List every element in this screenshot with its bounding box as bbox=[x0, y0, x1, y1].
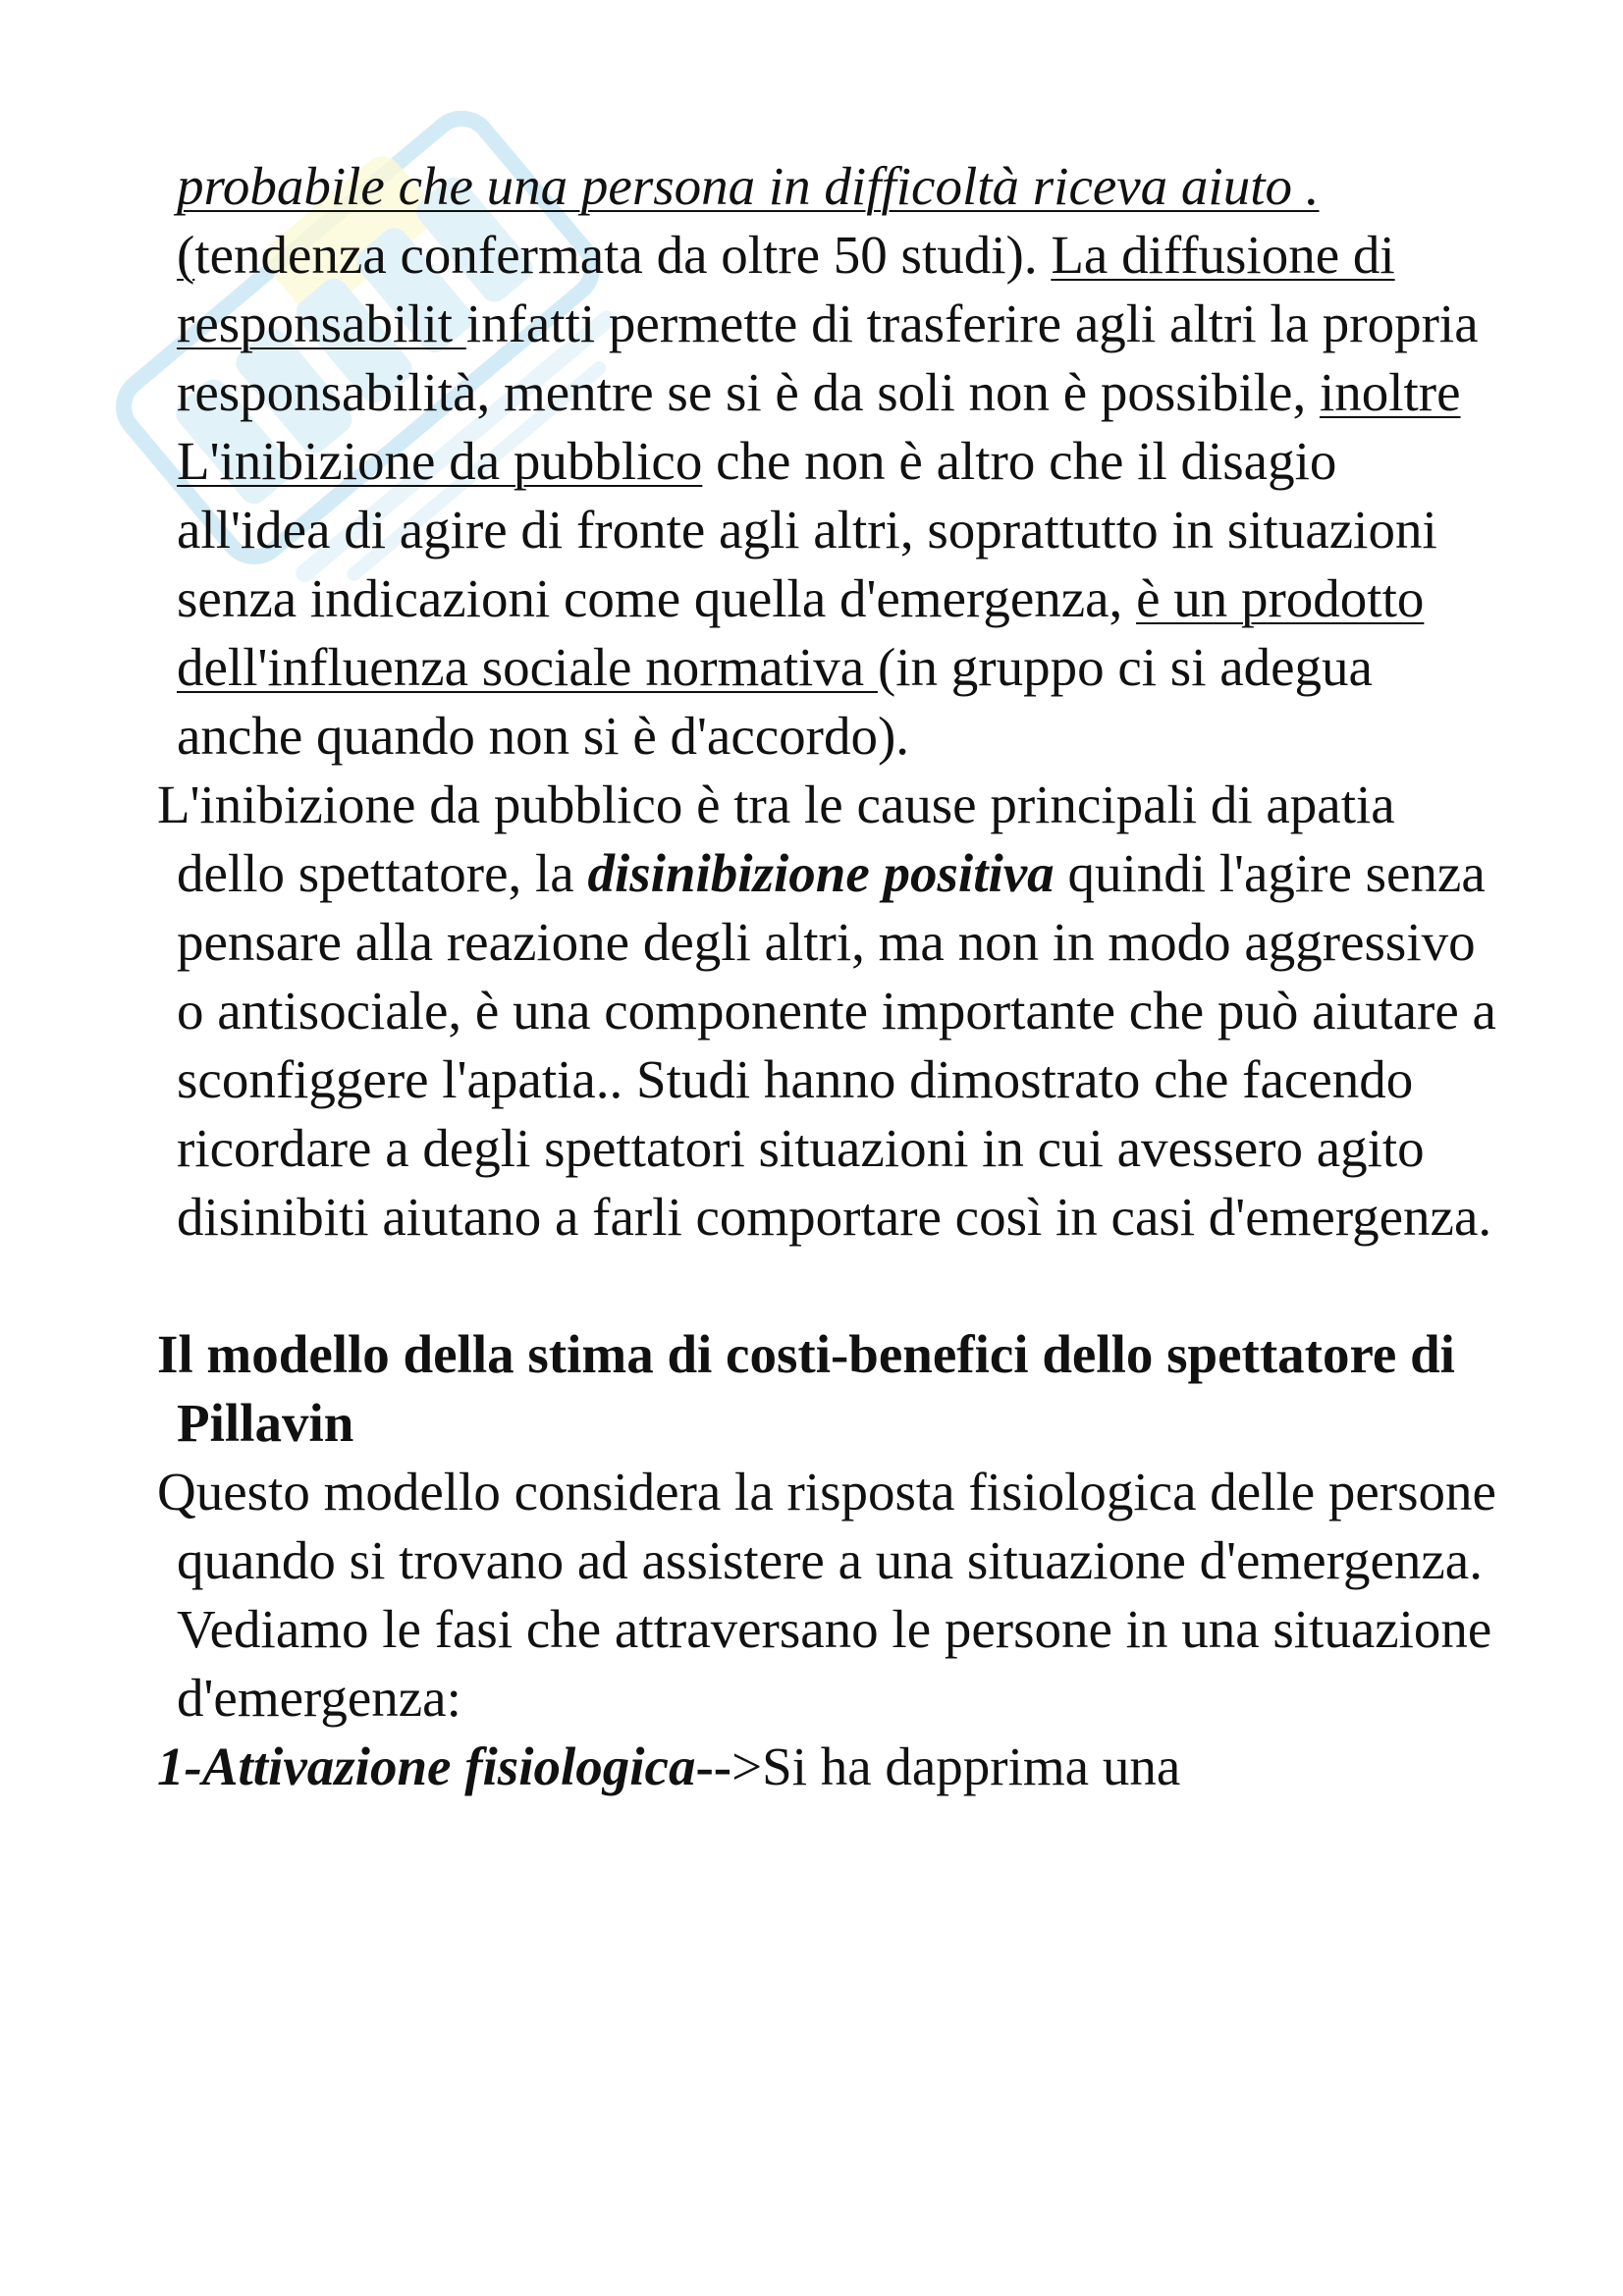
underlined-prodotto: è un prodotto dell'influenza sociale normativa bbox=[177, 568, 1425, 697]
bold-italic-term: disinibizione positiva bbox=[587, 843, 1055, 903]
text-run: quindi l'agire senza pensare alla reazione degli altri, ma non in modo aggressivo o antisociale, è una componente importante che può aiutare a sconfiggere l'apatia.. Studi hanno dimostrato che facendo ricordare a degli spettatori situazioni in cui avessero agito disinibiti aiutano a farli comportare così in casi d'emergenza. bbox=[177, 843, 1496, 1247]
underlined-inibizione: inoltre L'inibizione da pubblico bbox=[177, 362, 1461, 491]
text-run: L'inibizione da pubblico è tra le cause principali di apatia dello spettatore, la bbox=[157, 774, 1395, 903]
italic-underlined-text: probabile che una persona in difficoltà riceva aiuto . bbox=[177, 156, 1320, 216]
text-run: tendenza confermata da oltre 50 studi). bbox=[194, 225, 1052, 285]
paragraph-diffusione bbox=[0, 152, 1502, 771]
paragraph-disinibizione bbox=[0, 771, 1502, 1252]
section-heading: Il modello della stima di costi-benefici dello spettatore di Pillavin bbox=[157, 1324, 1455, 1453]
step-text: >Si ha dapprima una bbox=[731, 1736, 1181, 1796]
step-item-1 bbox=[0, 1733, 1502, 1801]
text-run: infatti permette di trasferire agli altri la propria responsabilità, mentre se si è da soli non è possibile, bbox=[177, 294, 1479, 422]
text-run: che non è altro che il disagio all'idea di agire di fronte agli altri, soprattutto in situazioni senza indicazioni come quella d'emergenza, bbox=[177, 431, 1437, 628]
step-term: 1-Attivazione fisiologica bbox=[157, 1736, 696, 1796]
paragraph-modello: Questo modello considera la risposta fisiologica delle persone quando si trovano ad assistere a una situazione d'emergenza. Vediamo le fasi che attraversano le persone in una situazione d'emergenza: bbox=[157, 1462, 1496, 1728]
document-page bbox=[0, 152, 1623, 1801]
underlined-diffusione: La diffusione di responsabilit bbox=[177, 225, 1395, 353]
underlined-paren: ( bbox=[177, 225, 195, 285]
step-arrow: -- bbox=[695, 1736, 732, 1796]
text-run: (in gruppo ci si adegua anche quando non si è d'accordo). bbox=[177, 637, 1373, 766]
